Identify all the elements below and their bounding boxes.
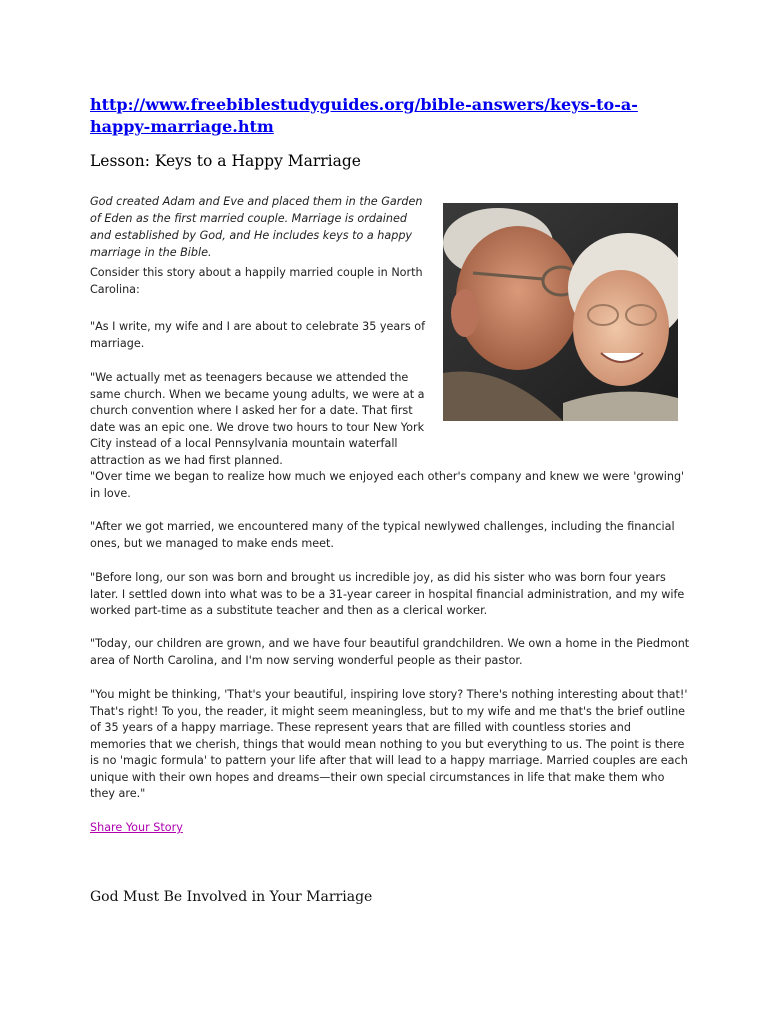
story-paragraph: "Over time we began to realize how much we enjoyed each other's company and knew we were 'growing' in love. [90, 470, 685, 500]
story-paragraph: "Today, our children are grown, and we have four beautiful grandchildren. We own a home in the Piedmont area of North Carolina, and I'm now serving wonderful people as their pastor. [90, 637, 690, 667]
story-paragraph: "As I write, my wife and I are about to celebrate 35 years of marriage. [90, 320, 426, 350]
story-paragraph: "After we got married, we encountered many of the typical newlywed challenges, including the financial ones, but we managed to make ends meet. [90, 520, 675, 550]
story-paragraph: "You might be thinking, 'That's your beautiful, inspiring love story? There's nothing interesting about that!' That's right! To you, the reader, it might seem meaningless, but to my wife and me that's the brief outline of 35 years of a happy marriage. These represent years that are filled with countless stories and memories that we cherish, things that would mean nothing to you but everything to us. The point is there is no 'magic formula' to pattern your life after that will lead to a happy marriage. Married couples are each unique with their own hopes and dreams—their own special circumstances in life that make them who they are." [90, 688, 688, 800]
section-heading: God Must Be Involved in Your Marriage [90, 889, 373, 905]
lesson-title: Lesson: Keys to a Happy Marriage [90, 152, 361, 170]
story-paragraph: "We actually met as teenagers because we attended the same church. When we became young adults, we were at a church convention where I asked her for a date. That first date was an epic one. We drove two hours to tour New York City instead of a local Pennsylvania mountain waterfall attraction as we had first planned. [90, 371, 425, 467]
intro-paragraph: God created Adam and Eve and placed them in the Garden of Eden as the first married couple. Marriage is ordained and established by God, and He includes keys to a happy marriage in the Bible. [90, 195, 423, 259]
share-your-story-link[interactable]: Share Your Story [90, 821, 183, 834]
source-url-link[interactable]: http://www.freebiblestudyguides.org/bible-answers/keys-to-a-happy-marriage.htm [90, 95, 638, 136]
elderly-couple-photo [443, 203, 678, 421]
story-paragraph: "Before long, our son was born and brought us incredible joy, as did his sister who was born four years later. I settled down into what was to be a 31-year career in hospital financial administration, and my wife worked part-time as a substitute teacher and then as a clerical worker. [90, 571, 685, 617]
story-paragraph: Consider this story about a happily married couple in North Carolina: [90, 266, 423, 296]
